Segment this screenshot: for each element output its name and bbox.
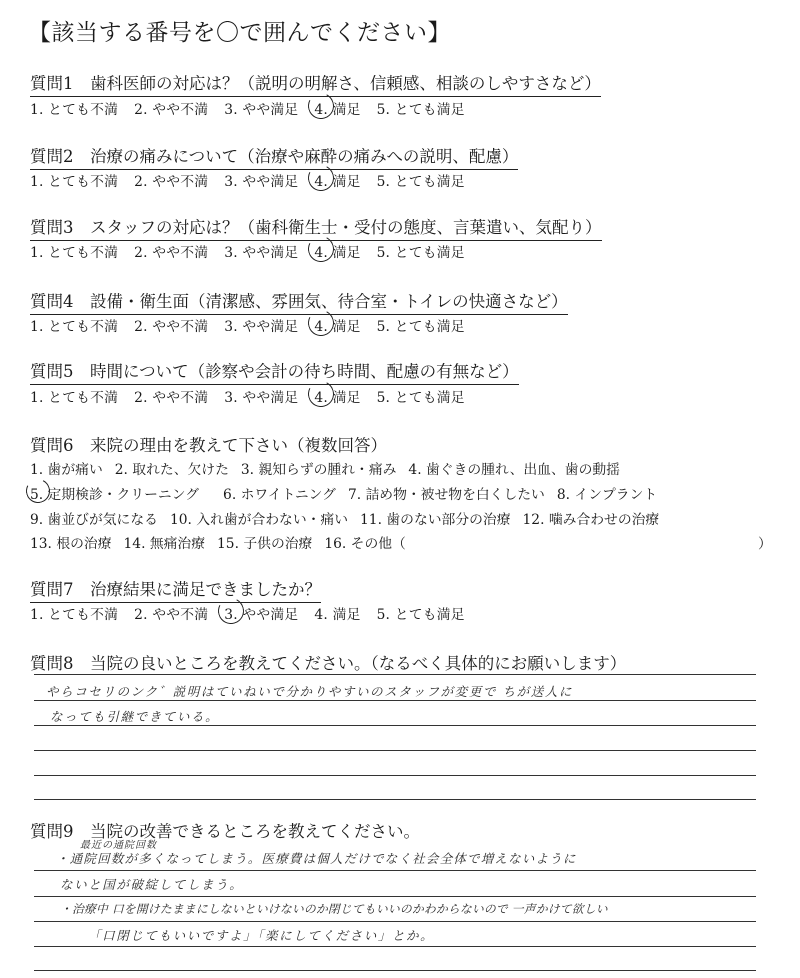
answer-line — [34, 674, 756, 675]
question-3-title: 質問3 スタッフの対応は？（歯科衛生士・受付の態度、言葉遣い、気配り） — [30, 214, 602, 241]
q6-option-8[interactable]: 8. インプラント — [556, 487, 658, 503]
q6-option-3[interactable]: 3. 親知らずの腫れ・痛み — [240, 462, 397, 478]
answer-line — [34, 799, 756, 800]
option-5[interactable]: 5. とても満足 — [376, 174, 465, 190]
q6-option-13[interactable]: 13. 根の治療 — [30, 536, 112, 552]
q9-handwritten-answer-line-2: ないと国が破綻してしまう。 — [60, 877, 244, 892]
question-1-options — [30, 98, 481, 118]
option-4-selected[interactable]: 4. 満足 — [314, 386, 360, 406]
option-5[interactable]: 5. とても満足 — [376, 607, 465, 623]
q6-option-5-selected[interactable]: 5. 定期検診・クリーニング — [30, 483, 211, 503]
option-5[interactable]: 5. とても満足 — [376, 102, 465, 118]
q6-option-12[interactable]: 12. 噛み合わせの治療 — [522, 512, 660, 528]
q6-option-7[interactable]: 7. 詰め物・被せ物を白くしたい — [347, 487, 545, 503]
answer-line — [34, 896, 756, 897]
option-2[interactable]: 2. やや不満 — [134, 319, 209, 335]
question-2-options — [30, 170, 481, 190]
q6-options-row-4 — [30, 532, 418, 552]
q6-option-11[interactable]: 11. 歯のない部分の治療 — [360, 512, 511, 528]
option-3[interactable]: 3. やや満足 — [224, 245, 299, 261]
q9-handwritten-answer-line-1: ・通院回数が多くなってしまう。医療費は個人だけでなく社会全体で増えないように — [56, 851, 577, 866]
q6-option-10[interactable]: 10. 入れ歯が合わない・痛い — [169, 512, 349, 528]
option-2[interactable]: 2. やや不満 — [134, 390, 209, 406]
answer-line — [34, 921, 756, 922]
q6-other-close-paren: ） — [758, 536, 772, 552]
option-2[interactable]: 2. やや不満 — [134, 245, 209, 261]
q6-option-9[interactable]: 9. 歯並びが気になる — [30, 512, 158, 528]
option-3[interactable]: 3. やや満足 — [224, 390, 299, 406]
question-4-title: 質問4 設備・衛生面（清潔感、雰囲気、待合室・トイレの快適さなど） — [30, 288, 568, 315]
q6-option-6[interactable]: 6. ホワイトニング — [223, 487, 336, 503]
option-1[interactable]: 1. とても不満 — [30, 607, 119, 623]
option-3[interactable]: 3. やや満足 — [224, 174, 299, 190]
question-8-title: 質問8 当院の良いところを教えてください。（なるべく具体的にお願いします） — [30, 654, 627, 673]
question-6-title: 質問6 来院の理由を教えて下さい（複数回答） — [30, 436, 387, 455]
option-4-selected[interactable]: 4. 満足 — [314, 315, 360, 335]
option-2[interactable]: 2. やや不満 — [134, 102, 209, 118]
option-1[interactable]: 1. とても不満 — [30, 390, 119, 406]
question-2-title: 質問2 治療の痛みについて（治療や麻酔の痛みへの説明、配慮） — [30, 143, 518, 170]
q6-option-14[interactable]: 14. 無痛治療 — [123, 536, 206, 552]
answer-line — [34, 750, 756, 751]
answer-line — [34, 700, 756, 701]
question-9-title: 質問9 当院の改善できるところを教えてください。 — [30, 822, 420, 841]
q9-handwritten-insertion: 最近の通院回数 — [80, 840, 157, 851]
q9-handwritten-answer-line-3: ・治療中 口を開けたままにしないといけないのか閉じてもいいのかわからないので 一声かけて欲しい — [60, 902, 608, 916]
q8-handwritten-answer-line-1: やらコセリのンク゛説明はていねいで分かりやすいのスタッフが変更で ちが送人に — [46, 684, 574, 699]
option-5[interactable]: 5. とても満足 — [376, 319, 465, 335]
option-2[interactable]: 2. やや不満 — [134, 174, 209, 190]
option-1[interactable]: 1. とても不満 — [30, 245, 119, 261]
option-1[interactable]: 1. とても不満 — [30, 174, 119, 190]
answer-line — [34, 970, 756, 971]
q6-option-16[interactable]: 16. その他（ — [324, 536, 406, 552]
option-5[interactable]: 5. とても満足 — [376, 245, 465, 261]
question-7-title: 質問7 治療結果に満足できましたか？ — [30, 576, 321, 603]
form-title: 【該当する番号を〇で囲んでください】 — [28, 20, 451, 46]
question-4-options — [30, 315, 481, 335]
question-7-options — [30, 603, 481, 623]
question-5-options — [30, 386, 481, 406]
question-5-title: 質問5 時間について（診察や会計の待ち時間、配慮の有無など） — [30, 358, 519, 385]
option-4-selected[interactable]: 4. 満足 — [314, 241, 360, 261]
q6-options-row-1 — [30, 458, 632, 478]
q6-option-1[interactable]: 1. 歯が痛い — [30, 462, 103, 478]
option-4-selected[interactable]: 4. 満足 — [314, 98, 360, 118]
q6-option-2[interactable]: 2. 取れた、欠けた — [114, 462, 229, 478]
option-4-selected[interactable]: 4. 満足 — [314, 170, 360, 190]
option-1[interactable]: 1. とても不満 — [30, 319, 119, 335]
q6-option-15[interactable]: 15. 子供の治療 — [217, 536, 313, 552]
option-4[interactable]: 4. 満足 — [314, 607, 361, 623]
q6-options-row-3 — [30, 508, 671, 528]
q6-option-4[interactable]: 4. 歯ぐきの腫れ、出血、歯の動揺 — [408, 462, 620, 478]
option-1[interactable]: 1. とても不満 — [30, 102, 119, 118]
option-2[interactable]: 2. やや不満 — [134, 607, 209, 623]
answer-line — [34, 946, 756, 947]
option-3[interactable]: 3. やや満足 — [224, 319, 299, 335]
q9-handwritten-answer-line-4: 「口閉じてもいいですよ」「楽にしてください」とか。 — [88, 928, 435, 943]
q6-options-row-2 — [30, 483, 669, 503]
answer-line — [34, 870, 756, 871]
question-3-options — [30, 241, 481, 261]
q8-handwritten-answer-line-2: なっても引継できている。 — [50, 709, 220, 724]
answer-line — [34, 775, 756, 776]
option-3-selected[interactable]: 3. やや満足 — [224, 603, 298, 623]
question-1-title: 質問1 歯科医師の対応は？（説明の明解さ、信頼感、相談のしやすさなど） — [30, 70, 601, 97]
answer-line — [34, 725, 756, 726]
option-5[interactable]: 5. とても満足 — [376, 390, 465, 406]
option-3[interactable]: 3. やや満足 — [224, 102, 299, 118]
